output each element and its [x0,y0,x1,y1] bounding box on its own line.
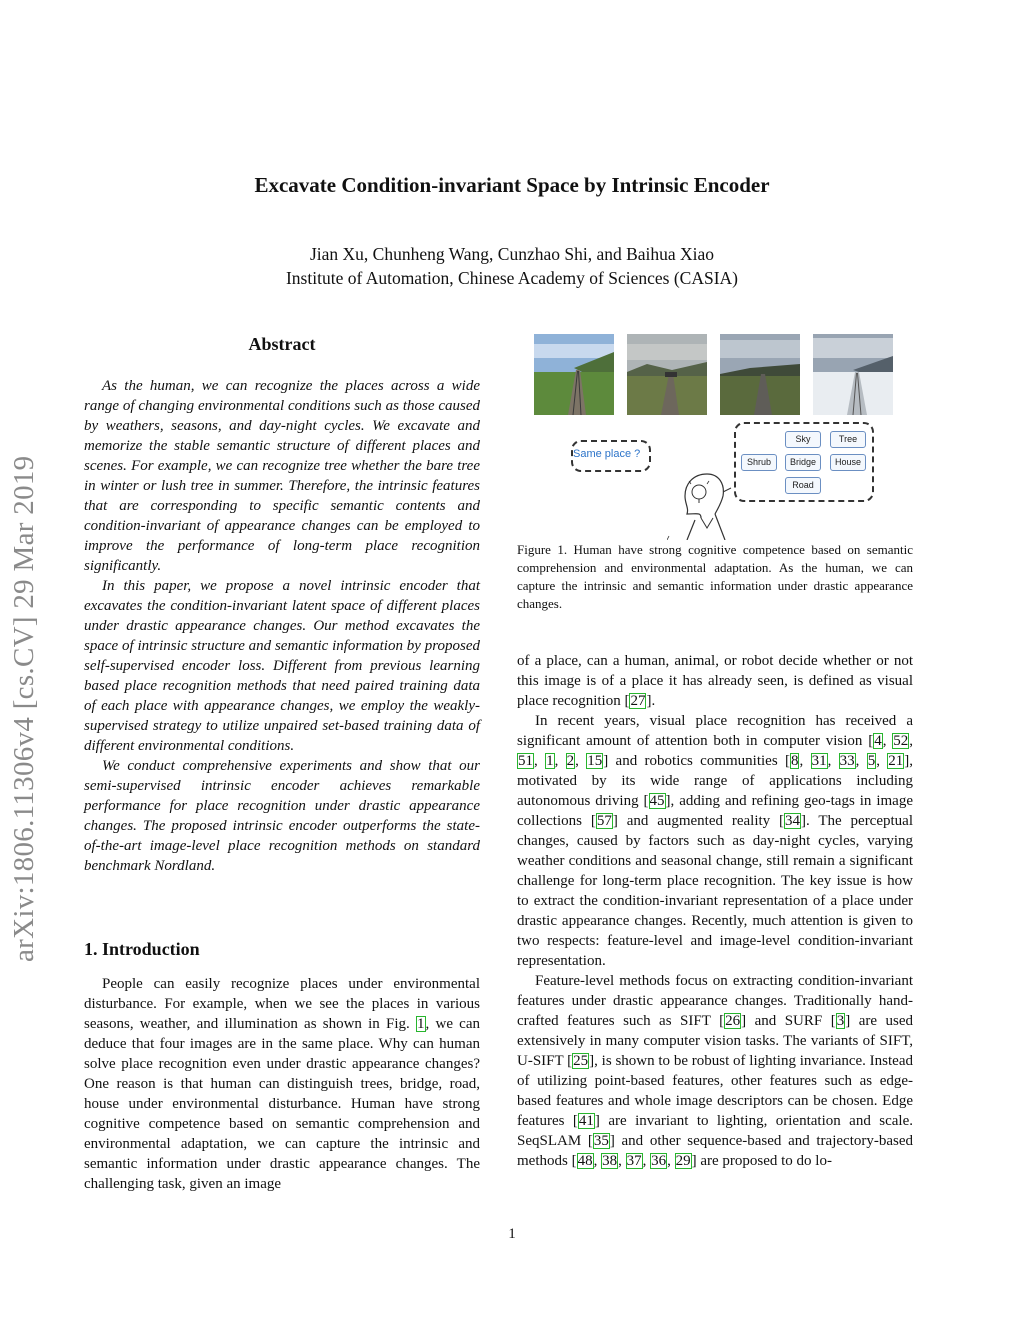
figure-photo-cloudy [627,334,707,415]
affiliation: Institute of Automation, Chinese Academy of Sciences (CASIA) [285,268,738,288]
body-paragraph: of a place, can a human, animal, or robot decide whether or not this image is of a place it has already seen, is defined as visual place recognition [27]. [517,653,913,709]
citation-link[interactable]: 34 [785,813,801,829]
citation-link[interactable]: 21 [888,753,904,769]
body-paragraph: In recent years, visual place recognition has received a significant amount of attention both in computer vision [4, 52, 51, 1, 2, 15] and robotics communities [8, 31, 33, 5, 21], motivated by its wide range of applications including autonomous driving [45], adding and refining geo-tags in image collections [57] and augmented reality [34]. The perceptual changes, caused by factors such as day-night cycles, varying weather conditions and seasonal change, still remain a significant challenge for long-term place recognition. The key issue is how to extract the condition-invariant representation of a place under drastic appearance changes. Recently, much attention is given to two respects: feature-level and image-level condition-invariant representation. [517,713,914,969]
introduction-body [84,974,480,1194]
figure-caption: Figure 1. Human have strong cognitive competence based on semantic comprehension and environmental adaptation. As the human, we can capture the intrinsic and semantic information under drastic appearance changes. [517,542,913,611]
abstract-heading: Abstract [248,334,316,354]
citation-link[interactable]: 8 [790,753,799,769]
tag-sky: Sky [785,431,821,448]
citation-link[interactable]: 1 [546,753,554,769]
tag-bridge: Bridge [785,454,821,471]
citation-link[interactable]: 48 [577,1153,593,1169]
figure-photo-winter [813,334,893,415]
intro-paragraph: People can easily recognize places under environmental disturbance. For example, when we see the places in various seasons, weather, and illumination as shown in Fig. 1, we can deduce that four images are in the same place. Why can human solve place recognition even under drastic appearance changes? One reason is that human can distinguish trees, bridge, road, house under environmental disturbance. Human have strong cognitive competence based on semantic comprehension and environmental adaptation, we can capture the intrinsic and semantic information under drastic appearance changes. The challenging task, given an image [84,976,481,1192]
citation-link[interactable]: 52 [893,733,909,749]
citation-link[interactable]: 3 [836,1013,845,1029]
tag-shrub: Shrub [741,454,777,471]
citation-link[interactable]: 26 [725,1013,741,1029]
figure-ref-link[interactable]: 1 [417,1016,425,1032]
body-paragraph: Feature-level methods focus on extracting condition-invariant features under drastic appearance changes. Traditionally hand-crafted features such as SIFT [26] and SURF [3] are used extensively in many computer vision tasks. The variants of SIFT, U-SIFT [25], is shown to be robust of lighting invariance. Instead of utilizing point-based features, other features such as edge-based features and whole image descriptors can be chosen. Edge features [41] are invariant to lighting, orientation and scale. SeqSLAM [35] and other sequence-based and trajectory-based methods [48, 38, 37, 36, 29] are proposed to do lo- [517,973,914,1169]
citation-link[interactable]: 45 [649,793,665,809]
thinking-person-icon [667,468,737,540]
same-place-label: Same place ? [573,448,641,460]
citation-link[interactable]: 25 [573,1053,589,1069]
abstract-paragraph: In this paper, we propose a novel intrinsic encoder that excavates the condition-invariant latent space of different places under drastic appearance changes. Our method excavates the space of intrinsic structure and semantic information by proposed self-supervised encoder loss. Different from previous learning based place recognition methods that need paired training data of each place with appearance changes, we employ the weakly-supervised strategy to utilize unpaired set-based training data of different environmental conditions. [84,578,480,754]
tag-tree: Tree [830,431,866,448]
abstract-paragraph: We conduct comprehensive experiments and show that our semi-supervised intrinsic encoder achieves remarkable performance for place recognition under drastic appearance changes. The proposed intrinsic encoder outperforms the state-of-the-art image-level place recognition methods on standard benchmark Nordland. [84,758,480,874]
citation-link[interactable]: 29 [675,1153,691,1169]
citation-link[interactable]: 4 [874,733,882,749]
citation-link[interactable]: 41 [578,1113,594,1129]
tag-house: House [830,454,866,471]
author-block [0,242,1024,290]
citation-link[interactable]: 33 [839,753,855,769]
figure-1 [517,330,913,540]
citation-link[interactable]: 2 [566,753,575,769]
section-heading-introduction: 1. Introduction [84,939,200,959]
page-number: 1 [508,1226,516,1242]
citation-link[interactable]: 15 [587,753,603,769]
abstract-paragraph: As the human, we can recognize the places across a wide range of changing environmental conditions such as those caused by weathers, seasons, and day-night cycles. We excavate and memorize the stable semantic structure of different places and scenes. For example, we can recognize tree whether the bare tree in winter or lush tree in summer. Therefore, the intrinsic features that are corresponding to specific semantic contents and condition-invariant of appearance changes can be employed to improve the performance of long-term place recognition significantly. [84,378,480,574]
figure-photo-summer [534,334,614,415]
arxiv-stamp: arXiv:1806.11306v4 [cs.CV] 29 Mar 2019 [8,455,40,962]
abstract [84,376,480,876]
tag-road: Road [785,477,821,494]
citation-link[interactable]: 38 [602,1153,618,1169]
paper-title: Excavate Condition-invariant Space by Intrinsic Encoder [254,173,770,197]
citation-link[interactable]: 31 [811,753,827,769]
citation-link[interactable]: 51 [518,753,533,769]
citation-link[interactable]: 35 [593,1133,609,1149]
citation-link[interactable]: 36 [651,1153,667,1169]
figure-photo-evening [720,334,800,415]
citation-link[interactable]: 37 [626,1153,642,1169]
citation-link[interactable]: 57 [596,813,612,829]
right-column-body [517,651,913,1171]
citation-link[interactable]: 5 [867,753,876,769]
citation-link[interactable]: 27 [630,693,646,709]
authors: Jian Xu, Chunheng Wang, Cunzhao Shi, and Baihua Xiao [309,244,715,264]
